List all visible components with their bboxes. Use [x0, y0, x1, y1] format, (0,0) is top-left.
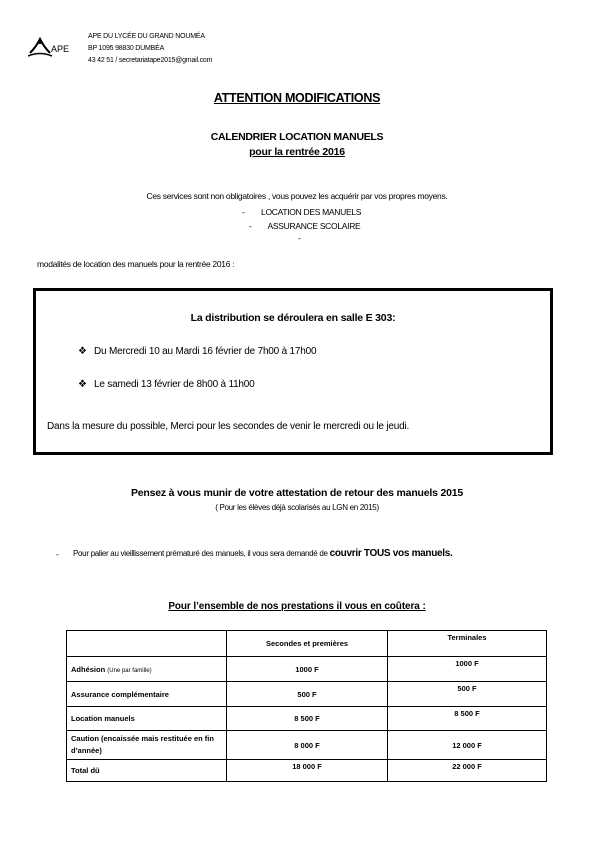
covering-notice-emphasis: couvrir TOUS vos manuels.: [329, 548, 453, 559]
attestation-note: ( Pour les élèves déjà scolarisés au LGN en 2015): [215, 503, 379, 512]
row-label-text: Adhésion: [71, 664, 106, 674]
table-header-cell: [67, 631, 227, 657]
table-cell-secondes: 18 000 F: [227, 760, 388, 782]
fees-table: [66, 630, 547, 782]
org-address: BP 1095 98830 DUMBÉA: [88, 45, 165, 52]
org-name: APE DU LYCÉE DU GRAND NOUMÉA: [88, 33, 205, 40]
distribution-item-text: Du Mercredi 10 au Mardi 16 février de 7h00 à 17h00: [94, 346, 317, 357]
table-cell-terminales: 22 000 F: [388, 760, 547, 782]
table-cell-secondes: 8 000 F: [227, 731, 388, 760]
table-row: [67, 760, 547, 782]
table-row: [67, 682, 547, 707]
table-row: [67, 731, 547, 760]
attestation-reminder: Pensez à vous munir de votre attestation de retour des manuels 2015: [130, 487, 464, 499]
services-intro: Ces services sont non obligatoires , vous pouvez les acquérir par vos propres moyens.: [146, 191, 448, 201]
table-cell-terminales: 500 F: [388, 682, 547, 707]
table-cell-secondes: 8 500 F: [227, 707, 388, 731]
notice-dash: -: [56, 549, 59, 559]
table-row-label: Assurance complémentaire: [67, 682, 227, 707]
table-row-label: Caution (encaissée mais restituée en fin d’année): [67, 731, 227, 760]
covering-notice-text: Pour palier au vieillissement prématuré des manuels, il vous sera demandé de: [73, 549, 330, 558]
service-item-empty: -: [298, 233, 301, 243]
diamond-bullet-icon: ❖: [78, 379, 87, 390]
page-title: ATTENTION MODIFICATIONS: [213, 91, 381, 105]
table-cell-terminales: 8 500 F: [388, 707, 547, 731]
calendar-title: CALENDRIER LOCATION MANUELS: [210, 131, 384, 143]
distribution-item: [78, 379, 255, 390]
distribution-item-text: Le samedi 13 février de 8h00 à 11h00: [94, 379, 255, 390]
distribution-note: Dans la mesure du possible, Merci pour les secondes de venir le mercredi ou le jeudi.: [47, 421, 410, 432]
table-row-label: Total dû: [67, 760, 227, 782]
distribution-title: La distribution se déroulera en salle E 303:: [190, 312, 396, 324]
table-row: [67, 657, 547, 682]
table-header-cell: Terminales: [388, 631, 547, 657]
service-item-assurance: - ASSURANCE SCOLAIRE: [249, 221, 361, 231]
costs-heading: Pour l’ensemble de nos prestations il vous en coûtera :: [168, 601, 426, 612]
diamond-bullet-icon: ❖: [78, 346, 87, 357]
row-label-note: (Une par famille): [107, 667, 152, 674]
covering-notice: [73, 548, 453, 559]
calendar-subtitle: pour la rentrée 2016: [249, 146, 345, 158]
distribution-item: [78, 346, 317, 357]
table-cell-terminales: 1000 F: [388, 657, 547, 682]
ape-logo: [28, 33, 80, 59]
table-cell-terminales: 12 000 F: [388, 731, 547, 760]
table-header-cell: Secondes et premières: [227, 631, 388, 657]
modalities-label: modalités de location des manuels pour la rentrée 2016 :: [37, 259, 235, 269]
table-cell-secondes: 500 F: [227, 682, 388, 707]
logo-text: APE: [51, 44, 70, 54]
table-header-row: [67, 631, 547, 657]
org-contact: 43 42 51 / secretariatape2015@gmail.com: [88, 57, 213, 64]
distribution-box: [33, 288, 553, 455]
service-item-location: - LOCATION DES MANUELS: [242, 207, 362, 217]
table-row-label: Location manuels: [67, 707, 227, 731]
table-cell-secondes: 1000 F: [227, 657, 388, 682]
table-row: [67, 707, 547, 731]
table-row-label: [67, 657, 227, 682]
